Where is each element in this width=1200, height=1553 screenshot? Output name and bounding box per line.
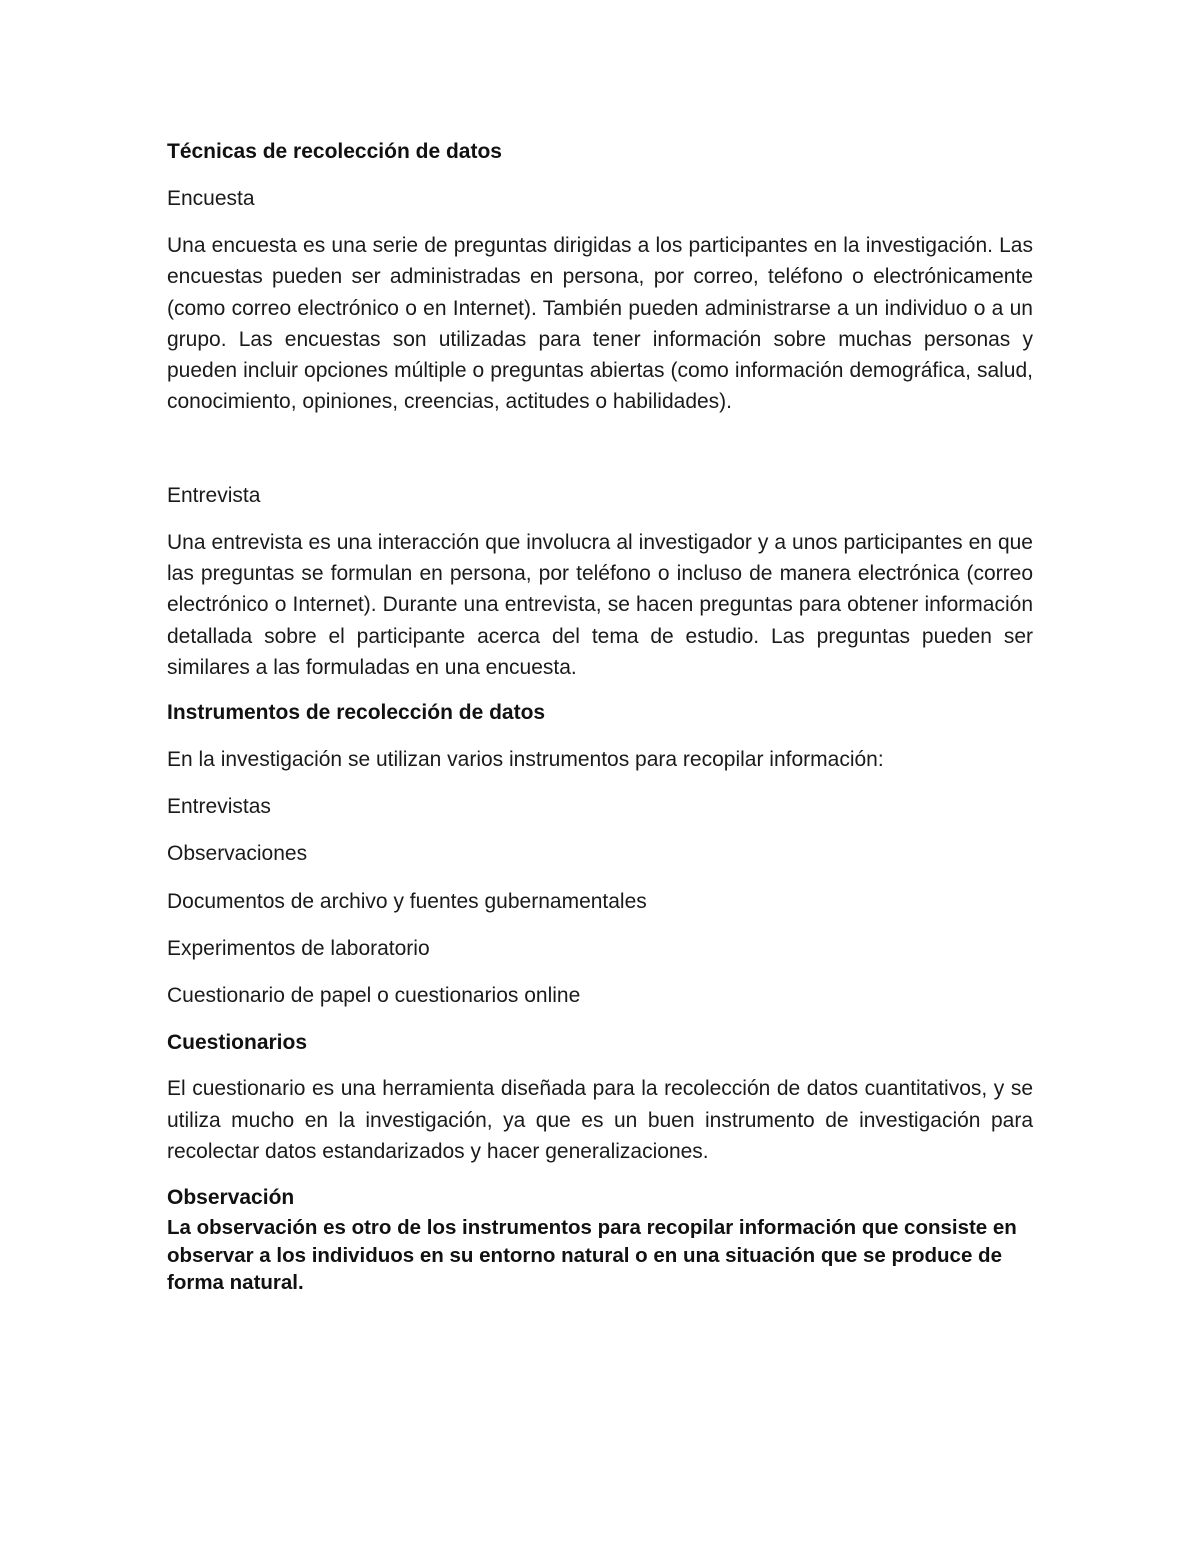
list-item: Experimentos de laboratorio (167, 937, 430, 961)
heading-entrevista: Entrevista (167, 483, 261, 507)
heading-encuesta: Encuesta (167, 187, 255, 210)
section-title-instrumentos: Instrumentos de recolección de datos (167, 701, 546, 725)
paragraph-entrevista: Una entrevista es una interacción que involucra al investigador y a unos participantes en que las preguntas se formulan en persona, por teléfono o incluso de manera electrónica (correo electrónico o Internet). Durante una entrevista, se hacen preguntas para obtener información detallada sobre el participante acerca del tema de estudio. Las preguntas pueden ser similares a las formuladas en una encuesta. (167, 530, 1033, 679)
list-item: Entrevistas (167, 795, 271, 819)
list-item: Observaciones (167, 842, 308, 866)
instrumentos-intro: En la investigación se utilizan varios instrumentos para recopilar información: (167, 748, 884, 772)
list-item: Documentos de archivo y fuentes gubernamentales (167, 890, 647, 914)
heading-observacion: Observación (167, 1186, 295, 1210)
section-title-tecnicas: Técnicas de recolección de datos (167, 140, 502, 163)
paragraph-observacion: La observación es otro de los instrumentos para recopilar información que consiste en observar a los individuos en su entorno natural o en una situación que se produce de forma natural. (167, 1216, 1017, 1295)
heading-cuestionarios: Cuestionarios (167, 1031, 308, 1055)
paragraph-encuesta: Una encuesta es una serie de preguntas dirigidas a los participantes en la investigación. Las encuestas pueden ser administradas en persona, por correo, teléfono o electrónicamente (como correo electrónico o en Internet). También pueden administrarse a un individuo o a un grupo. Las encuestas son utilizadas para tener información sobre muchas personas y pueden incluir opciones múltiple o preguntas abiertas (como información demográfica, salud, conocimiento, opiniones, creencias, actitudes o habilidades). (167, 234, 1033, 414)
document-content (167, 136, 1033, 1297)
list-item: Cuestionario de papel o cuestionarios online (167, 984, 581, 1008)
paragraph-cuestionarios: El cuestionario es una herramienta diseñada para la recolección de datos cuantitativos, y se utiliza mucho en la investigación, ya que es un buen instrumento de investigación para recolectar datos estandarizados y hacer generalizaciones. (167, 1077, 1033, 1163)
